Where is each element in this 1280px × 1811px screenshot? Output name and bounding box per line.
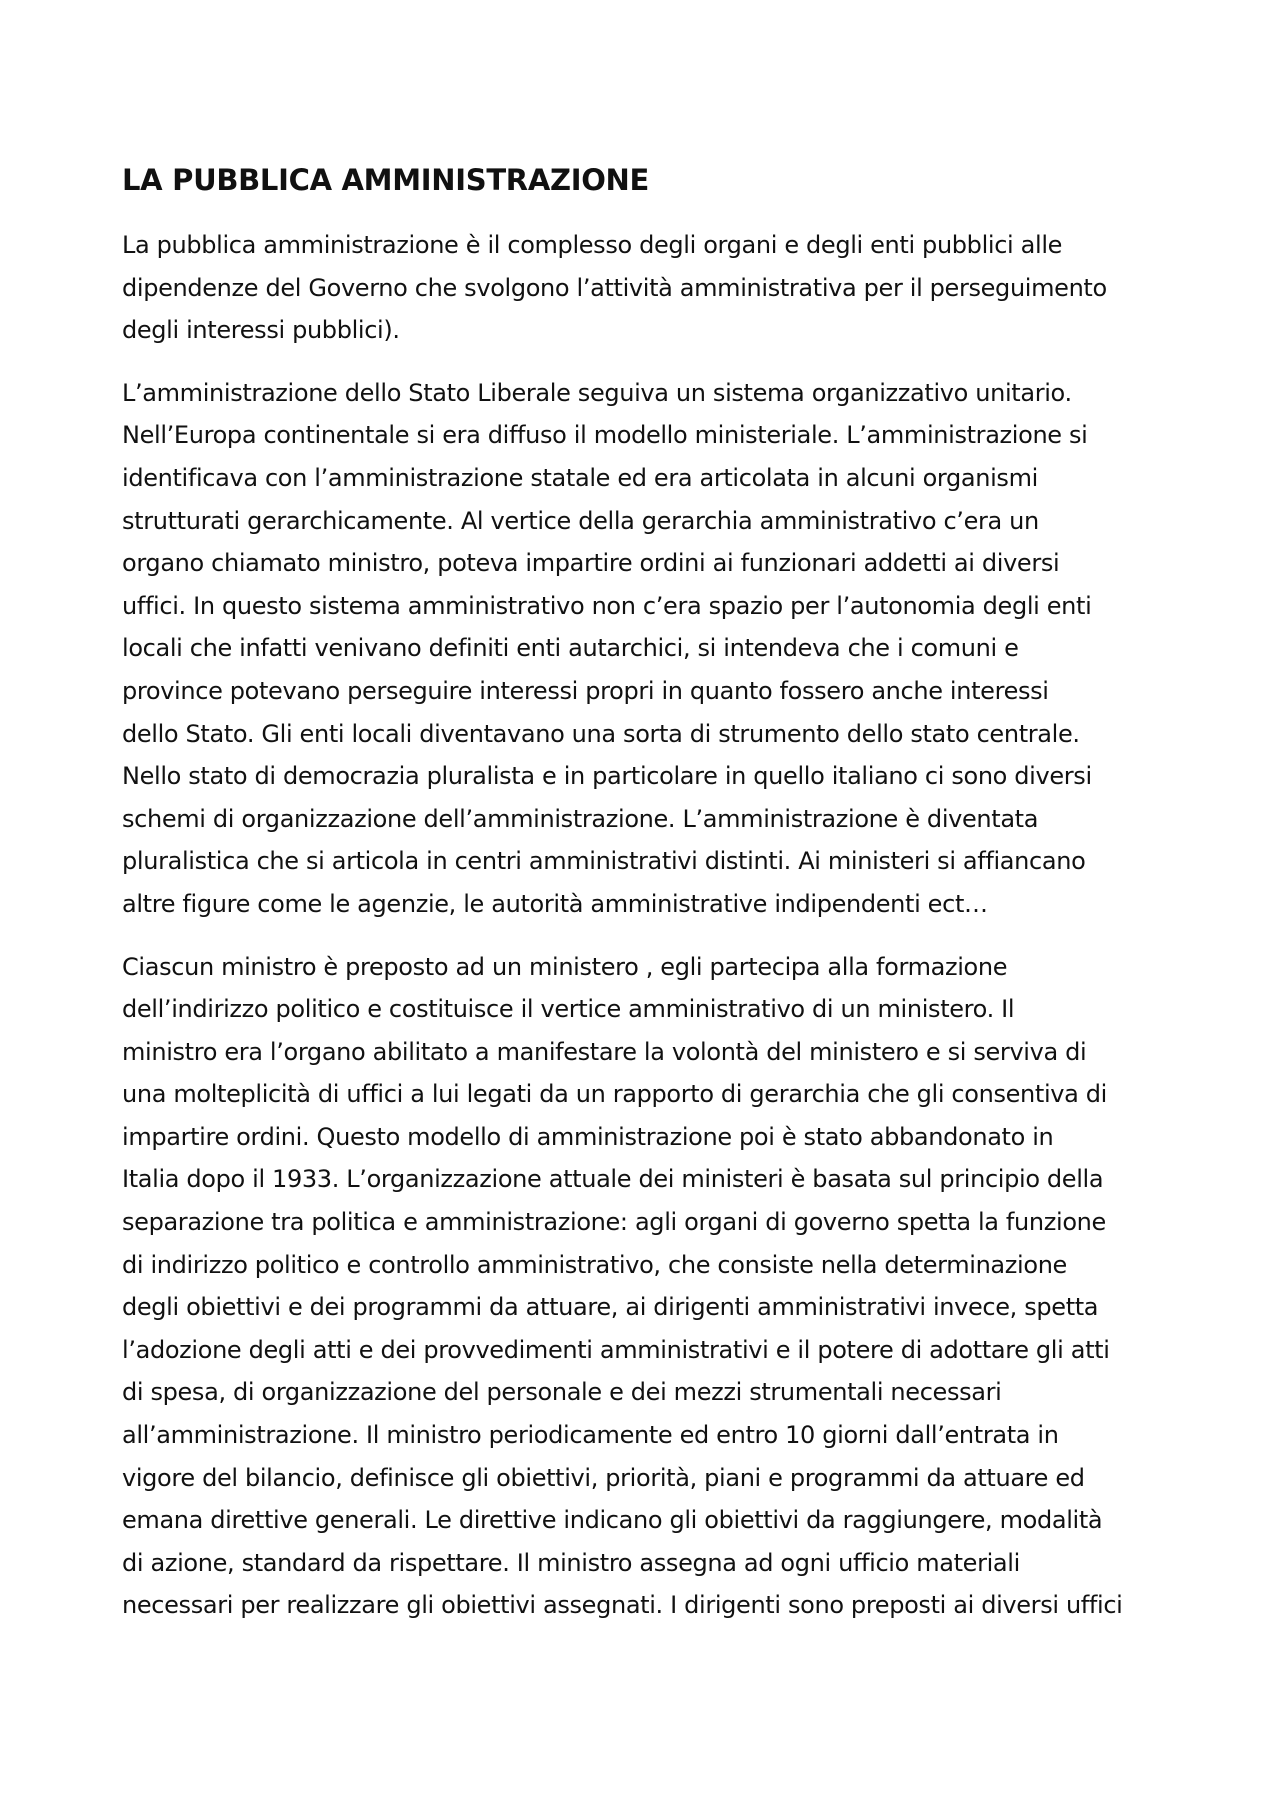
text-line: dipendenze del Governo che svolgono l’attività amministrativa per il perseguimento	[122, 273, 1107, 302]
text-line: emana direttive generali. Le direttive indicano gli obiettivi da raggiungere, modalità	[122, 1506, 1103, 1535]
text-line: uffici. In questo sistema amministrativo non c’era spazio per l’autonomia degli enti	[122, 591, 1092, 620]
text-line: province potevano perseguire interessi propri in quanto fossero anche interessi	[122, 676, 1049, 705]
text-line: Ciascun ministro è preposto ad un ministero , egli partecipa alla formazione	[122, 952, 1008, 981]
text-line: La pubblica amministrazione è il complesso degli organi e degli enti pubblici alle	[122, 231, 1063, 259]
text-line: degli obiettivi e dei programmi da attuare, ai dirigenti amministrativi invece, spetta	[122, 1293, 1099, 1322]
text-line: locali che infatti venivano definiti enti autarchici, si intendeva che i comuni e	[122, 634, 1019, 663]
text-line: impartire ordini. Questo modello di amministrazione poi è stato abbandonato in	[122, 1122, 1054, 1151]
text-line: di indirizzo politico e controllo amministrativo, che consiste nella determinazione	[122, 1250, 1067, 1279]
text-line: di spesa, di organizzazione del personale e dei mezzi strumentali necessari	[122, 1378, 1002, 1407]
text-line: dello Stato. Gli enti locali diventavano una sorta di strumento dello stato centrale.	[122, 719, 1080, 748]
text-line: ministro era l’organo abilitato a manifestare la volontà del ministero e si serviva di	[122, 1037, 1087, 1066]
text-line: Nello stato di democrazia pluralista e in particolare in quello italiano ci sono diversi	[122, 762, 1092, 791]
paragraph-ministri	[122, 946, 1182, 1628]
text-line: altre figure come le agenzie, le autorità amministrative indipendenti ect…	[122, 889, 988, 918]
document-body	[122, 160, 1182, 1647]
text-line: di azione, standard da rispettare. Il ministro assegna ad ogni ufficio materiali	[122, 1548, 1020, 1577]
text-line: organo chiamato ministro, poteva impartire ordini ai funzionari addetti ai diversi	[122, 549, 1060, 578]
text-line: strutturati gerarchicamente. Al vertice della gerarchia amministrativo c’era un	[122, 506, 1039, 535]
text-line: identificava con l’amministrazione statale ed era articolata in alcuni organismi	[122, 463, 1038, 492]
text-line: all’amministrazione. Il ministro periodicamente ed entro 10 giorni dall’entrata in	[122, 1421, 1059, 1450]
document-title: LA PUBBLICA AMMINISTRAZIONE	[122, 163, 650, 197]
text-line: pluralistica che si articola in centri amministrativi distinti. Ai ministeri si affiancano	[122, 847, 1086, 876]
paragraph-definition	[122, 224, 1182, 352]
text-line: degli interessi pubblici).	[122, 316, 400, 345]
text-line: necessari per realizzare gli obiettivi assegnati. I dirigenti sono preposti ai diversi uffici	[122, 1591, 1123, 1620]
text-line: dell’indirizzo politico e costituisce il vertice amministrativo di un ministero. Il	[122, 995, 1015, 1024]
text-line: schemi di organizzazione dell’amministrazione. L’amministrazione è diventata	[122, 804, 1039, 833]
text-line: L’amministrazione dello Stato Liberale seguiva un sistema organizzativo unitario.	[122, 378, 1072, 407]
text-line: una molteplicità di uffici a lui legati da un rapporto di gerarchia che gli consentiva di	[122, 1080, 1107, 1109]
text-line: l’adozione degli atti e dei provvedimenti amministrativi e il potere di adottare gli atti	[122, 1335, 1110, 1364]
paragraph-stato-liberale	[122, 372, 1182, 926]
text-line: separazione tra politica e amministrazione: agli organi di governo spetta la funzione	[122, 1208, 1106, 1237]
text-line: vigore del bilancio, definisce gli obiettivi, priorità, piani e programmi da attuare ed	[122, 1463, 1085, 1492]
text-line: Nell’Europa continentale si era diffuso il modello ministeriale. L’amministrazione si	[122, 421, 1088, 450]
text-line: Italia dopo il 1933. L’organizzazione attuale dei ministeri è basata sul principio della	[122, 1165, 1104, 1194]
